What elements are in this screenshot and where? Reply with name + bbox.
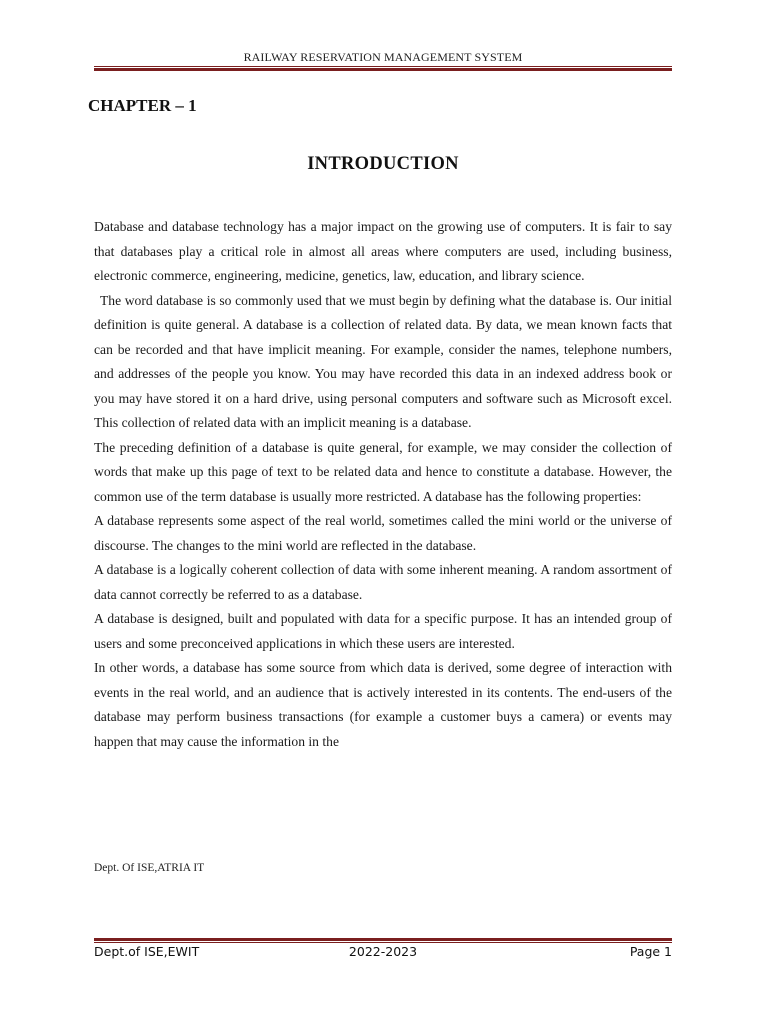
footer-rule-thick xyxy=(94,938,672,941)
paragraph: Database and database technology has a major impact on the growing use of computers. It is fair to say that databases play a critical role in almost all areas where computers are used, including business, electronic commerce, engineering, medicine, genetics, law, education, and library science. xyxy=(94,219,672,283)
paragraph: The preceding definition of a database is quite general, for example, we may consider the collection of words that make up this page of text to be related data and hence to constitute a database. However, the common use of the term database is usually more restricted. A database has the following properties: xyxy=(94,439,672,504)
page-header-title: RAILWAY RESERVATION MANAGEMENT SYSTEM xyxy=(243,50,523,64)
paragraph: The word database is so commonly used that we must begin by defining what the database is. Our initial definition is quite general. A database is a collection of related data. By data, we mean known facts that can be recorded and that have implicit meaning. For example, consider the names, telephone numbers, and addresses of the people you know. You may have recorded this data in an indexed address book or you may have stored it on a hard drive, using personal computers and software such as Microsoft excel. This collection of related data with an implicit meaning is a database. xyxy=(94,292,672,430)
paragraph: A database is a logically coherent collection of data with some inherent meaning. A random assortment of data cannot correctly be referred to as a database. xyxy=(94,562,672,602)
page-footer xyxy=(94,944,672,964)
footnote: Dept. Of ISE,ATRIA IT xyxy=(94,862,205,874)
paragraph: In other words, a database has some source from which data is derived, some degree of interaction with events in the real world, and an audience that is actively interested in its contents. The end-users of the database may perform business transactions (for example a customer buys a camera) or events may happen that may cause the information in the xyxy=(94,660,672,749)
footer-department: Dept.of ISE,EWIT xyxy=(94,944,200,959)
section-heading: INTRODUCTION xyxy=(307,154,459,174)
paragraph: A database represents some aspect of the real world, sometimes called the mini world or the universe of discourse. The changes to the mini world are reflected in the database. xyxy=(94,513,672,553)
chapter-label: CHAPTER – 1 xyxy=(88,96,197,115)
header-rule-thin xyxy=(94,66,672,67)
header-rule-thick xyxy=(94,68,672,71)
footer-year: 2022-2023 xyxy=(348,944,418,959)
body-text xyxy=(94,215,672,754)
footer-page-number: Page 1 xyxy=(629,944,672,959)
paragraph: A database is designed, built and populated with data for a specific purpose. It has an intended group of users and some preconceived applications in which these users are interested. xyxy=(94,611,672,651)
footer-rule-thin xyxy=(94,942,672,943)
